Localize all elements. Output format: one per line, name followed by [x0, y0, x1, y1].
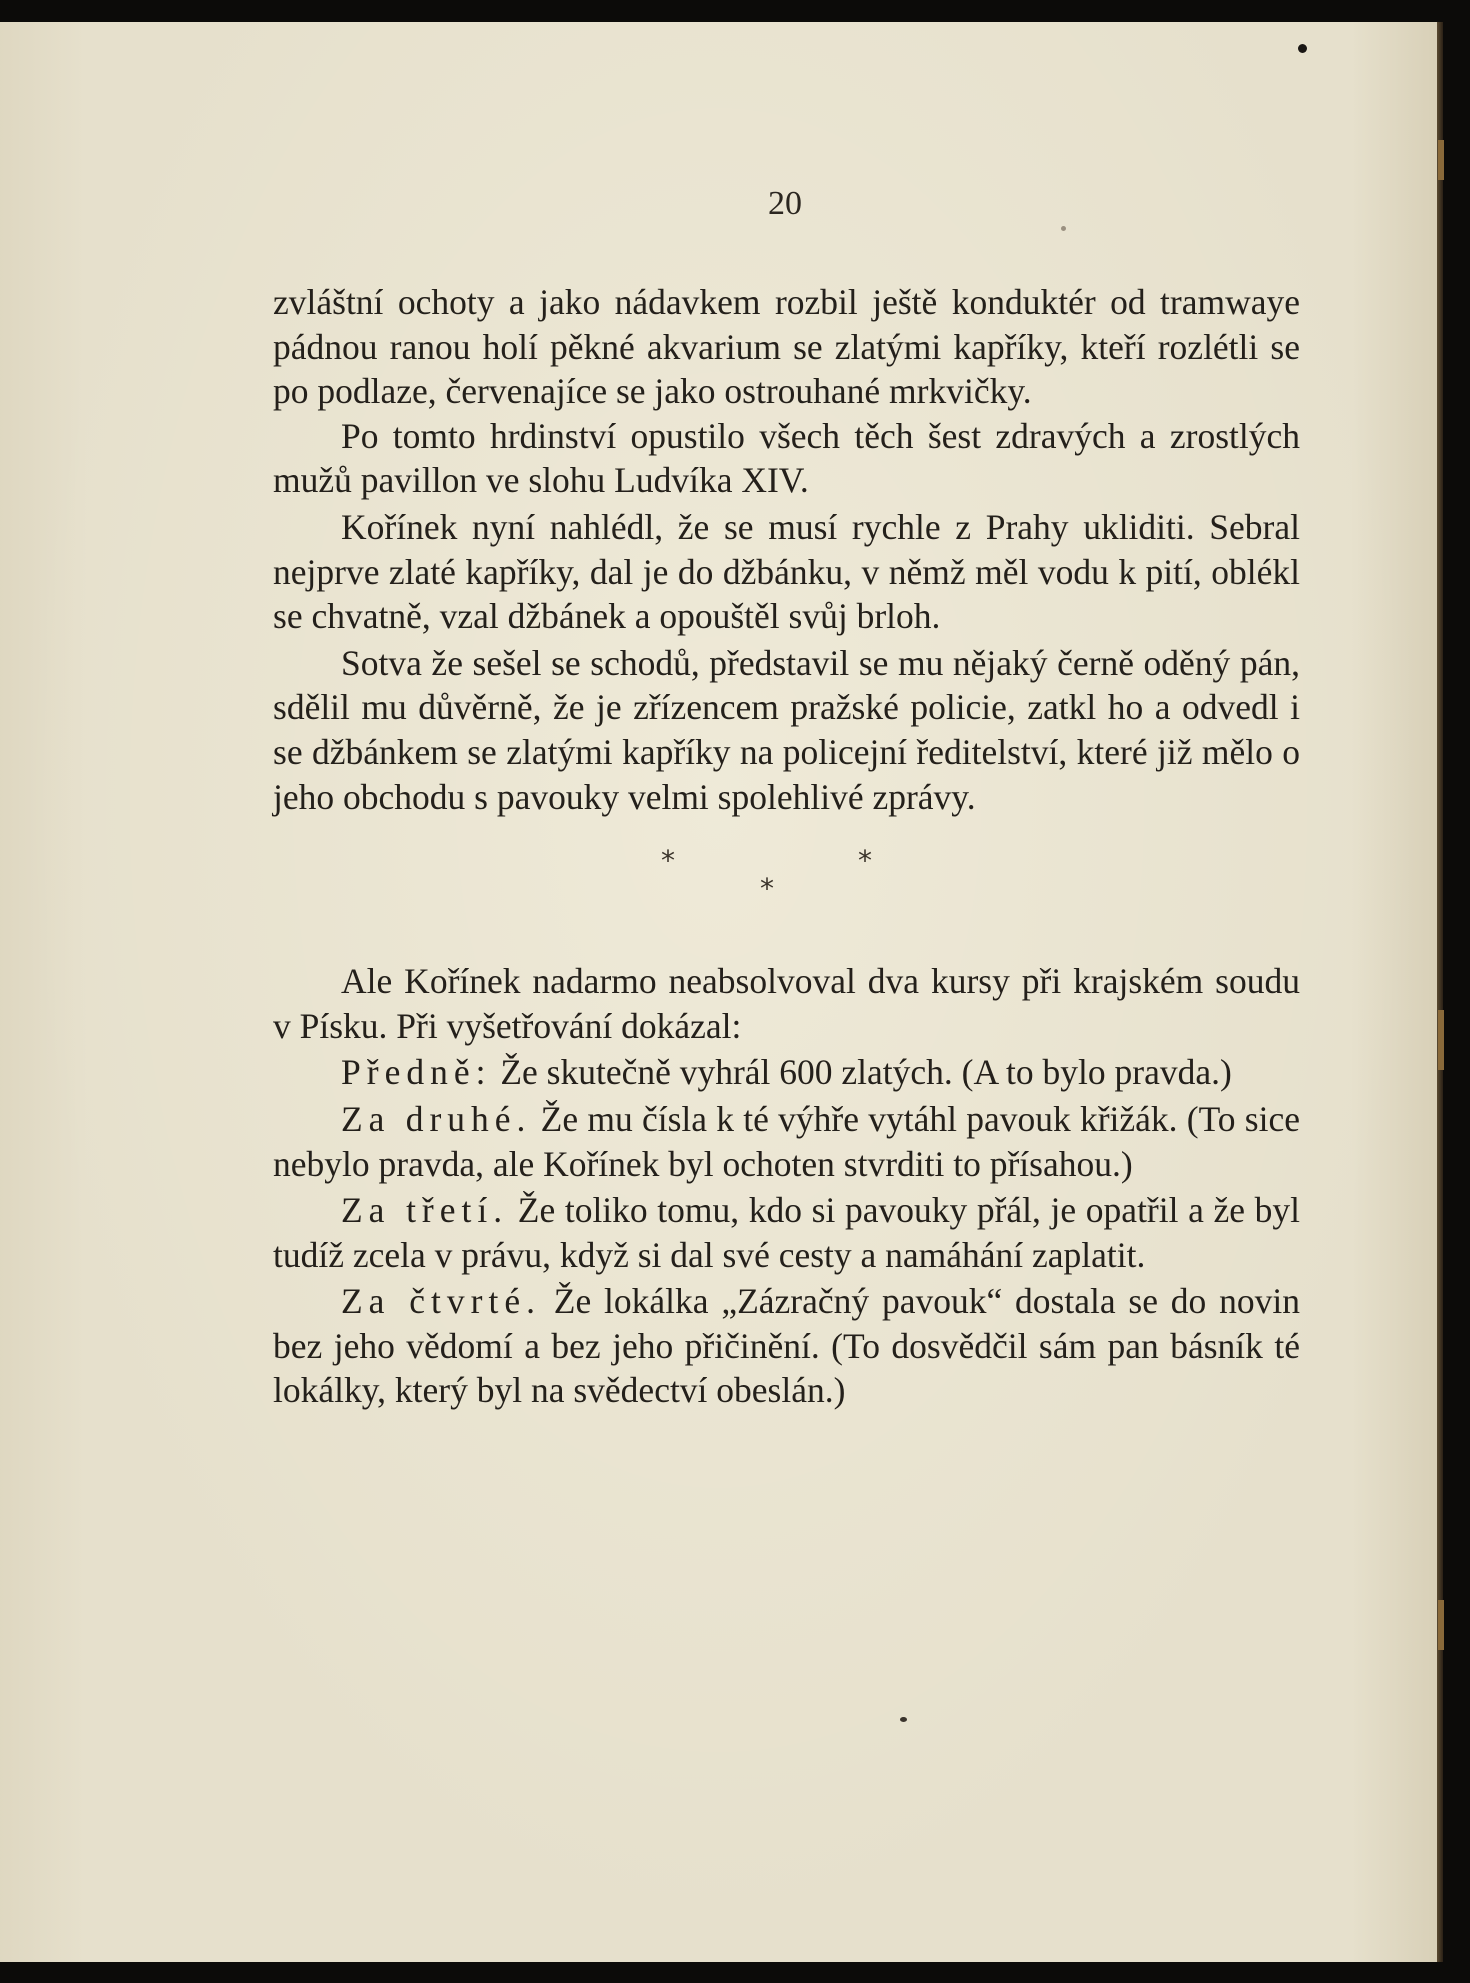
body-text	[273, 280, 1300, 1413]
point-text: Že skutečně vyhrál 600 zlatých. (A to bylo pravda.)	[491, 1052, 1232, 1093]
point-fourth	[273, 1279, 1300, 1413]
asterisk-symbol: *	[858, 844, 872, 878]
ink-speck	[900, 1717, 907, 1722]
point-first	[273, 1050, 1300, 1095]
paragraph-continuation: zvláštní ochoty a jako nádavkem rozbil ještě konduktér od tramwaye pádnou ranou holí pěkné akvarium se zlatými kapříky, kteří rozlétli se po podlaze, červenajíce se jako ostrouhané mrkvičky.	[273, 282, 1300, 412]
asterisk-symbol: *	[760, 872, 774, 906]
page-spine-edge	[1437, 22, 1443, 1962]
paragraph: Sotva že sešel se schodů, představil se mu nějaký černě oděný pán, sdělil mu důvěrně, že je zřízencem pražské policie, zatkl ho a odvedl i se džbánkem se zlatými kapříky na policejní ředitelství, které již mělo o jeho obchodu s pavouky velmi spolehlivé zprávy.	[273, 642, 1300, 817]
ink-speck	[1298, 44, 1307, 53]
point-label: Za čtvrté.	[341, 1281, 541, 1322]
point-label: Za druhé.	[341, 1098, 532, 1139]
point-third	[273, 1188, 1300, 1277]
spine-mark	[1438, 1010, 1444, 1070]
point-second	[273, 1097, 1300, 1186]
ink-speck	[1061, 226, 1066, 231]
point-label: Předně:	[341, 1052, 492, 1093]
paragraph: Po tomto hrdinství opustilo všech těch šest zdravých a zrostlých mužů pavillon ve slohu Ludvíka XIV.	[273, 415, 1300, 501]
book-page	[0, 22, 1437, 1962]
spine-mark	[1438, 1600, 1444, 1650]
paragraph: Ale Kořínek nadarmo neabsolvoval dva kursy při krajském soudu v Písku. Při vyšetřování dokázal:	[273, 961, 1300, 1046]
spine-mark	[1438, 140, 1444, 180]
asterisk-symbol: *	[661, 844, 675, 878]
point-label: Za třetí.	[341, 1190, 509, 1231]
paragraph: Kořínek nyní nahlédl, že se musí rychle z Prahy ukliditi. Sebral nejprve zlaté kapříky, dal je do džbánku, v němž měl vodu k pití, oblékl se chvatně, vzal džbánek a opouštěl svůj brloh.	[273, 506, 1300, 637]
point-text: Že mu čísla k té výhře vytáhl pavouk křižák. (To sice nebylo pravda, ale Kořínek byl ochoten stvrditi to přísahou.)	[273, 1098, 1300, 1184]
point-text: Že lokálka „Zázračný pavouk“ dostala se do novin bez jeho vědomí a bez jeho přičinění. (To dosvědčil sám pan básník té lokálky, který byl na svědectví obeslán.)	[273, 1281, 1300, 1411]
section-separator	[273, 839, 1300, 945]
page-number: 20	[768, 185, 802, 222]
point-text: Že toliko tomu, kdo si pavouky přál, je opatřil a že byl tudíž zcela v právu, když si dal své cesty a namáhání zaplatit.	[273, 1190, 1300, 1275]
